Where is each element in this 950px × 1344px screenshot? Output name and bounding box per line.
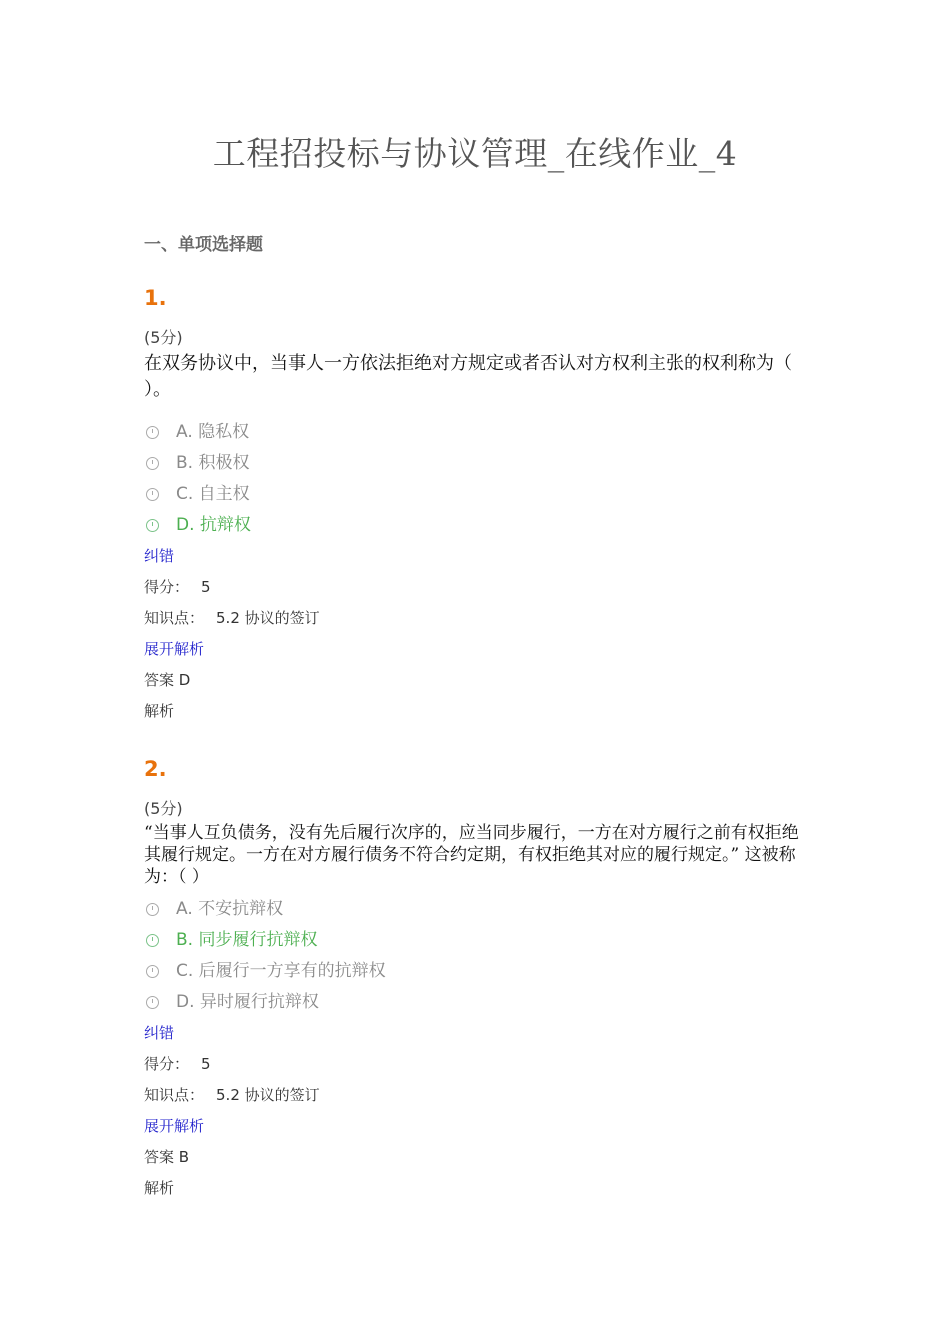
analysis-label: 解析 — [144, 1179, 175, 1197]
expand-analysis-link[interactable]: 展开解析 — [144, 1117, 205, 1135]
radio-icon[interactable] — [146, 903, 159, 916]
option-label: A. 隐私权 — [176, 422, 250, 442]
option-label: D. 异时履行抗辩权 — [176, 992, 319, 1012]
radio-icon[interactable] — [146, 996, 159, 1009]
knowledge-label: 知识点： — [144, 609, 205, 627]
analysis-label: 解析 — [144, 702, 175, 720]
question-score: (5分) — [144, 328, 183, 347]
score-value: 5 — [201, 578, 211, 596]
radio-icon[interactable] — [146, 934, 159, 947]
knowledge-label: 知识点： — [144, 1086, 205, 1104]
knowledge-value: 5.2 协议的签订 — [216, 1086, 320, 1104]
option-c[interactable] — [144, 956, 814, 987]
question-number: 1. — [144, 286, 167, 310]
report-error-link[interactable]: 纠错 — [144, 547, 175, 565]
question-stem: 在双务协议中，当事人一方依法拒绝对方规定或者否认对方权利主张的权利称为（ ）。 — [144, 353, 792, 400]
question-score: (5分) — [144, 799, 183, 818]
option-label: C. 自主权 — [176, 484, 250, 504]
knowledge-row — [144, 1080, 814, 1111]
question-stem: “当事人互负债务，没有先后履行次序的，应当同步履行，一方在对方履行之前有权拒绝其履行规定。一方在对方履行债务不符合约定期，有权拒绝其对应的履行规定。” 这被称为：（ ） — [144, 823, 799, 887]
radio-icon[interactable] — [146, 519, 159, 532]
radio-icon[interactable] — [146, 457, 159, 470]
option-label: A. 不安抗辩权 — [176, 899, 284, 919]
radio-icon[interactable] — [146, 488, 159, 501]
option-b[interactable] — [144, 925, 814, 956]
score-label: 得分： — [144, 1055, 190, 1073]
report-error-link[interactable]: 纠错 — [144, 1024, 175, 1042]
option-a[interactable] — [144, 894, 814, 925]
answer-text: 答案 B — [144, 1148, 190, 1166]
knowledge-value: 5.2 协议的签订 — [216, 609, 320, 627]
option-d[interactable] — [144, 510, 814, 541]
knowledge-row — [144, 603, 814, 634]
option-list — [144, 417, 814, 541]
option-list — [144, 894, 814, 1018]
score-row — [144, 1049, 814, 1080]
score-label: 得分： — [144, 578, 190, 596]
question-2 — [144, 754, 814, 1204]
option-a[interactable] — [144, 417, 814, 448]
question-number: 2. — [144, 757, 167, 781]
score-row — [144, 572, 814, 603]
option-label: B. 积极权 — [176, 453, 250, 473]
option-c[interactable] — [144, 479, 814, 510]
option-label: C. 后履行一方享有的抗辩权 — [176, 961, 386, 981]
page-title: 工程招投标与协议管理_在线作业_4 — [212, 134, 738, 173]
radio-icon[interactable] — [146, 426, 159, 439]
option-label: B. 同步履行抗辩权 — [176, 930, 318, 950]
answer-text: 答案 D — [144, 671, 191, 689]
option-b[interactable] — [144, 448, 814, 479]
option-label: D. 抗辩权 — [176, 515, 251, 535]
score-value: 5 — [201, 1055, 211, 1073]
expand-analysis-link[interactable]: 展开解析 — [144, 640, 205, 658]
section-heading: 一、单项选择题 — [144, 235, 263, 255]
option-d[interactable] — [144, 987, 814, 1018]
radio-icon[interactable] — [146, 965, 159, 978]
question-1 — [144, 283, 814, 727]
